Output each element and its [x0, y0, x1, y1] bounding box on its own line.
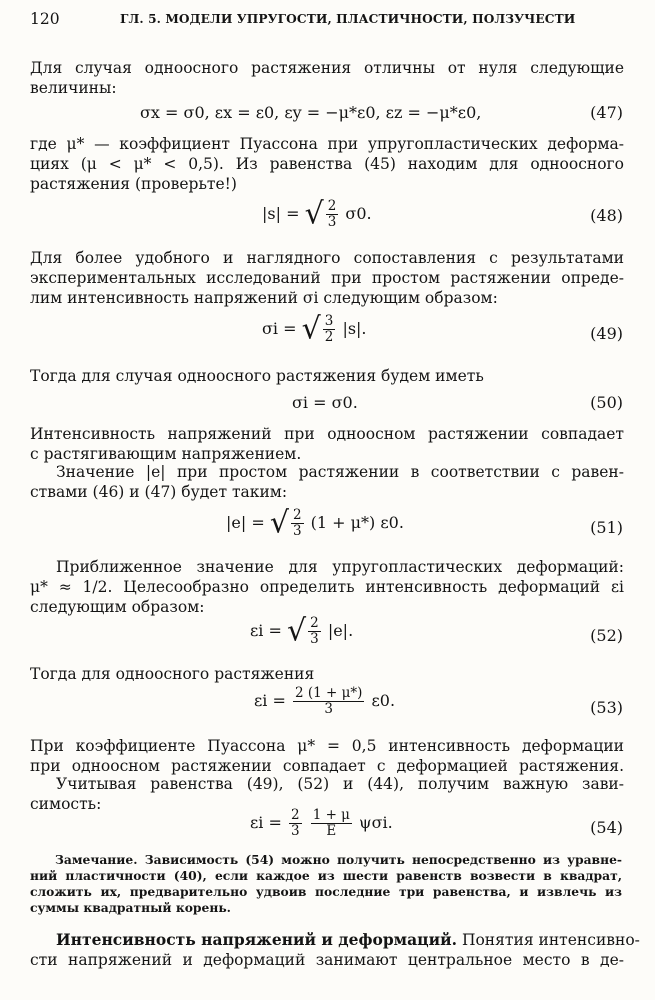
equation-rhs: ψσi. [359, 813, 393, 832]
equation-number-49: (49) [590, 324, 623, 343]
note-label: Замечание. [55, 852, 138, 867]
equation-lhs: εi = [250, 621, 282, 640]
paragraph-line: следующим образом: [30, 598, 205, 616]
note-line: сложить их, предварительно удвоив последние три равенства, и извлечь из [30, 884, 622, 899]
fraction-denominator: 2 [324, 329, 334, 345]
paragraph-line: растяжения (проверьте!) [30, 175, 237, 193]
paragraph-line: с растягивающим напряжением. [30, 445, 302, 463]
equation-lhs: εi = [254, 691, 286, 710]
fraction [293, 686, 364, 717]
paragraph-line: величины: [30, 79, 117, 97]
equation-number-52: (52) [590, 626, 623, 645]
paragraph-line: где μ* — коэффициент Пуассона при упругопластических деформа- [30, 135, 624, 153]
equation-51 [226, 505, 404, 541]
fraction [323, 314, 336, 345]
paragraph-line: Тогда для одноосного растяжения [30, 665, 315, 683]
paragraph-line: циях (μ < μ* < 0,5). Из равенства (45) находим для одноосного [30, 155, 624, 173]
note-line: суммы квадратный корень. [30, 900, 231, 915]
fraction [289, 808, 302, 839]
equation-rhs: |e|. [327, 621, 354, 640]
paragraph-line: Для более удобного и наглядного сопоставления с результатами [30, 249, 624, 267]
paragraph-line: μ* ≈ 1/2. Целесообразно определить интенсивность деформаций εi [30, 578, 624, 596]
fraction-numerator: 1 + μ [312, 807, 350, 823]
equation-48 [262, 196, 372, 232]
equation-number-48: (48) [590, 206, 623, 225]
fraction-numerator: 2 [291, 807, 300, 823]
paragraph-line: Для случая одноосного растяжения отличны от нуля следующие [30, 59, 624, 77]
paragraph-line: Интенсивность напряжений при одноосном растяжении совпадает [30, 425, 624, 443]
fraction-denominator: 3 [324, 701, 333, 717]
fraction-denominator: 3 [327, 214, 337, 230]
equation-lhs: σi = [262, 319, 297, 338]
equation-47: σx = σ0, εx = ε0, εy = −μ*ε0, εz = −μ*ε0, [140, 103, 482, 122]
equation-lhs: |s| = [262, 204, 300, 223]
paragraph-text: Понятия интенсивно- [461, 931, 640, 949]
paragraph-line: симость: [30, 795, 102, 813]
section-heading: Интенсивность напряжений и деформаций. [56, 930, 458, 949]
sqrt-symbol: √ [304, 196, 324, 232]
equation-number-47: (47) [590, 103, 623, 122]
equation-54 [250, 808, 393, 839]
equation-52 [250, 613, 354, 649]
fraction [291, 508, 304, 539]
fraction-numerator: 2 [292, 507, 302, 523]
fraction-denominator: 3 [310, 631, 319, 647]
equation-rhs: (1 + μ*) ε0. [310, 513, 404, 532]
note-line [55, 852, 622, 868]
equation-rhs: ε0. [371, 691, 396, 710]
fraction-denominator: E [326, 823, 337, 839]
equation-number-54: (54) [590, 818, 623, 837]
fraction [311, 808, 352, 839]
paragraph-line: Тогда для случая одноосного растяжения будем иметь [30, 367, 484, 385]
equation-number-50: (50) [590, 393, 623, 412]
equation-53 [254, 686, 395, 717]
fraction-numerator: 2 [327, 198, 337, 214]
fraction-denominator: 3 [292, 523, 302, 539]
equation-rhs: σ0. [345, 204, 372, 223]
page-number: 120 [30, 10, 60, 28]
paragraph-line: сти напряжений и деформаций занимают центральное место в де- [30, 951, 624, 969]
running-title: ГЛ. 5. МОДЕЛИ УПРУГОСТИ, ПЛАСТИЧНОСТИ, ПОЛЗУЧЕСТИ [120, 12, 576, 26]
note-text: Зависимость (54) можно получить непосредственно из уравне- [144, 852, 623, 867]
paragraph-line [56, 930, 640, 950]
equation-lhs: |e| = [226, 513, 265, 532]
sqrt-symbol: √ [287, 613, 307, 649]
paragraph-line: При коэффициенте Пуассона μ* = 0,5 интенсивность деформации [30, 737, 624, 755]
fraction-numerator: 3 [324, 313, 334, 329]
fraction-numerator: 2 [310, 615, 319, 631]
equation-49 [262, 311, 367, 347]
paragraph-line: при одноосном растяжении совпадает с деформацией растяжения. [30, 757, 624, 775]
paragraph-line: лим интенсивность напряжений σi следующим образом: [30, 289, 498, 307]
sqrt-symbol: √ [269, 505, 289, 541]
equation-rhs: |s|. [342, 319, 367, 338]
sqrt-symbol: √ [301, 311, 321, 347]
equation-50: σi = σ0. [292, 393, 358, 412]
paragraph-line: Учитывая равенства (49), (52) и (44), получим важную зави- [56, 775, 624, 793]
equation-number-53: (53) [590, 698, 623, 717]
equation-number-51: (51) [590, 518, 623, 537]
fraction [308, 616, 321, 647]
note-line: ний пластичности (40), если каждое из шести равенств возвести в квадрат, [30, 868, 622, 883]
fraction [326, 199, 339, 230]
paragraph-line: Значение |e| при простом растяжении в соответствии с равен- [56, 463, 624, 481]
fraction-numerator: 2 (1 + μ*) [295, 685, 363, 701]
paragraph-line: экспериментальных исследований при простом растяжении опреде- [30, 269, 624, 287]
paragraph-line: ствами (46) и (47) будет таким: [30, 483, 288, 501]
fraction-denominator: 3 [291, 823, 300, 839]
paragraph-line: Приближенное значение для упругопластических деформаций: [56, 558, 624, 576]
page-header [30, 10, 630, 32]
equation-lhs: εi = [250, 813, 282, 832]
